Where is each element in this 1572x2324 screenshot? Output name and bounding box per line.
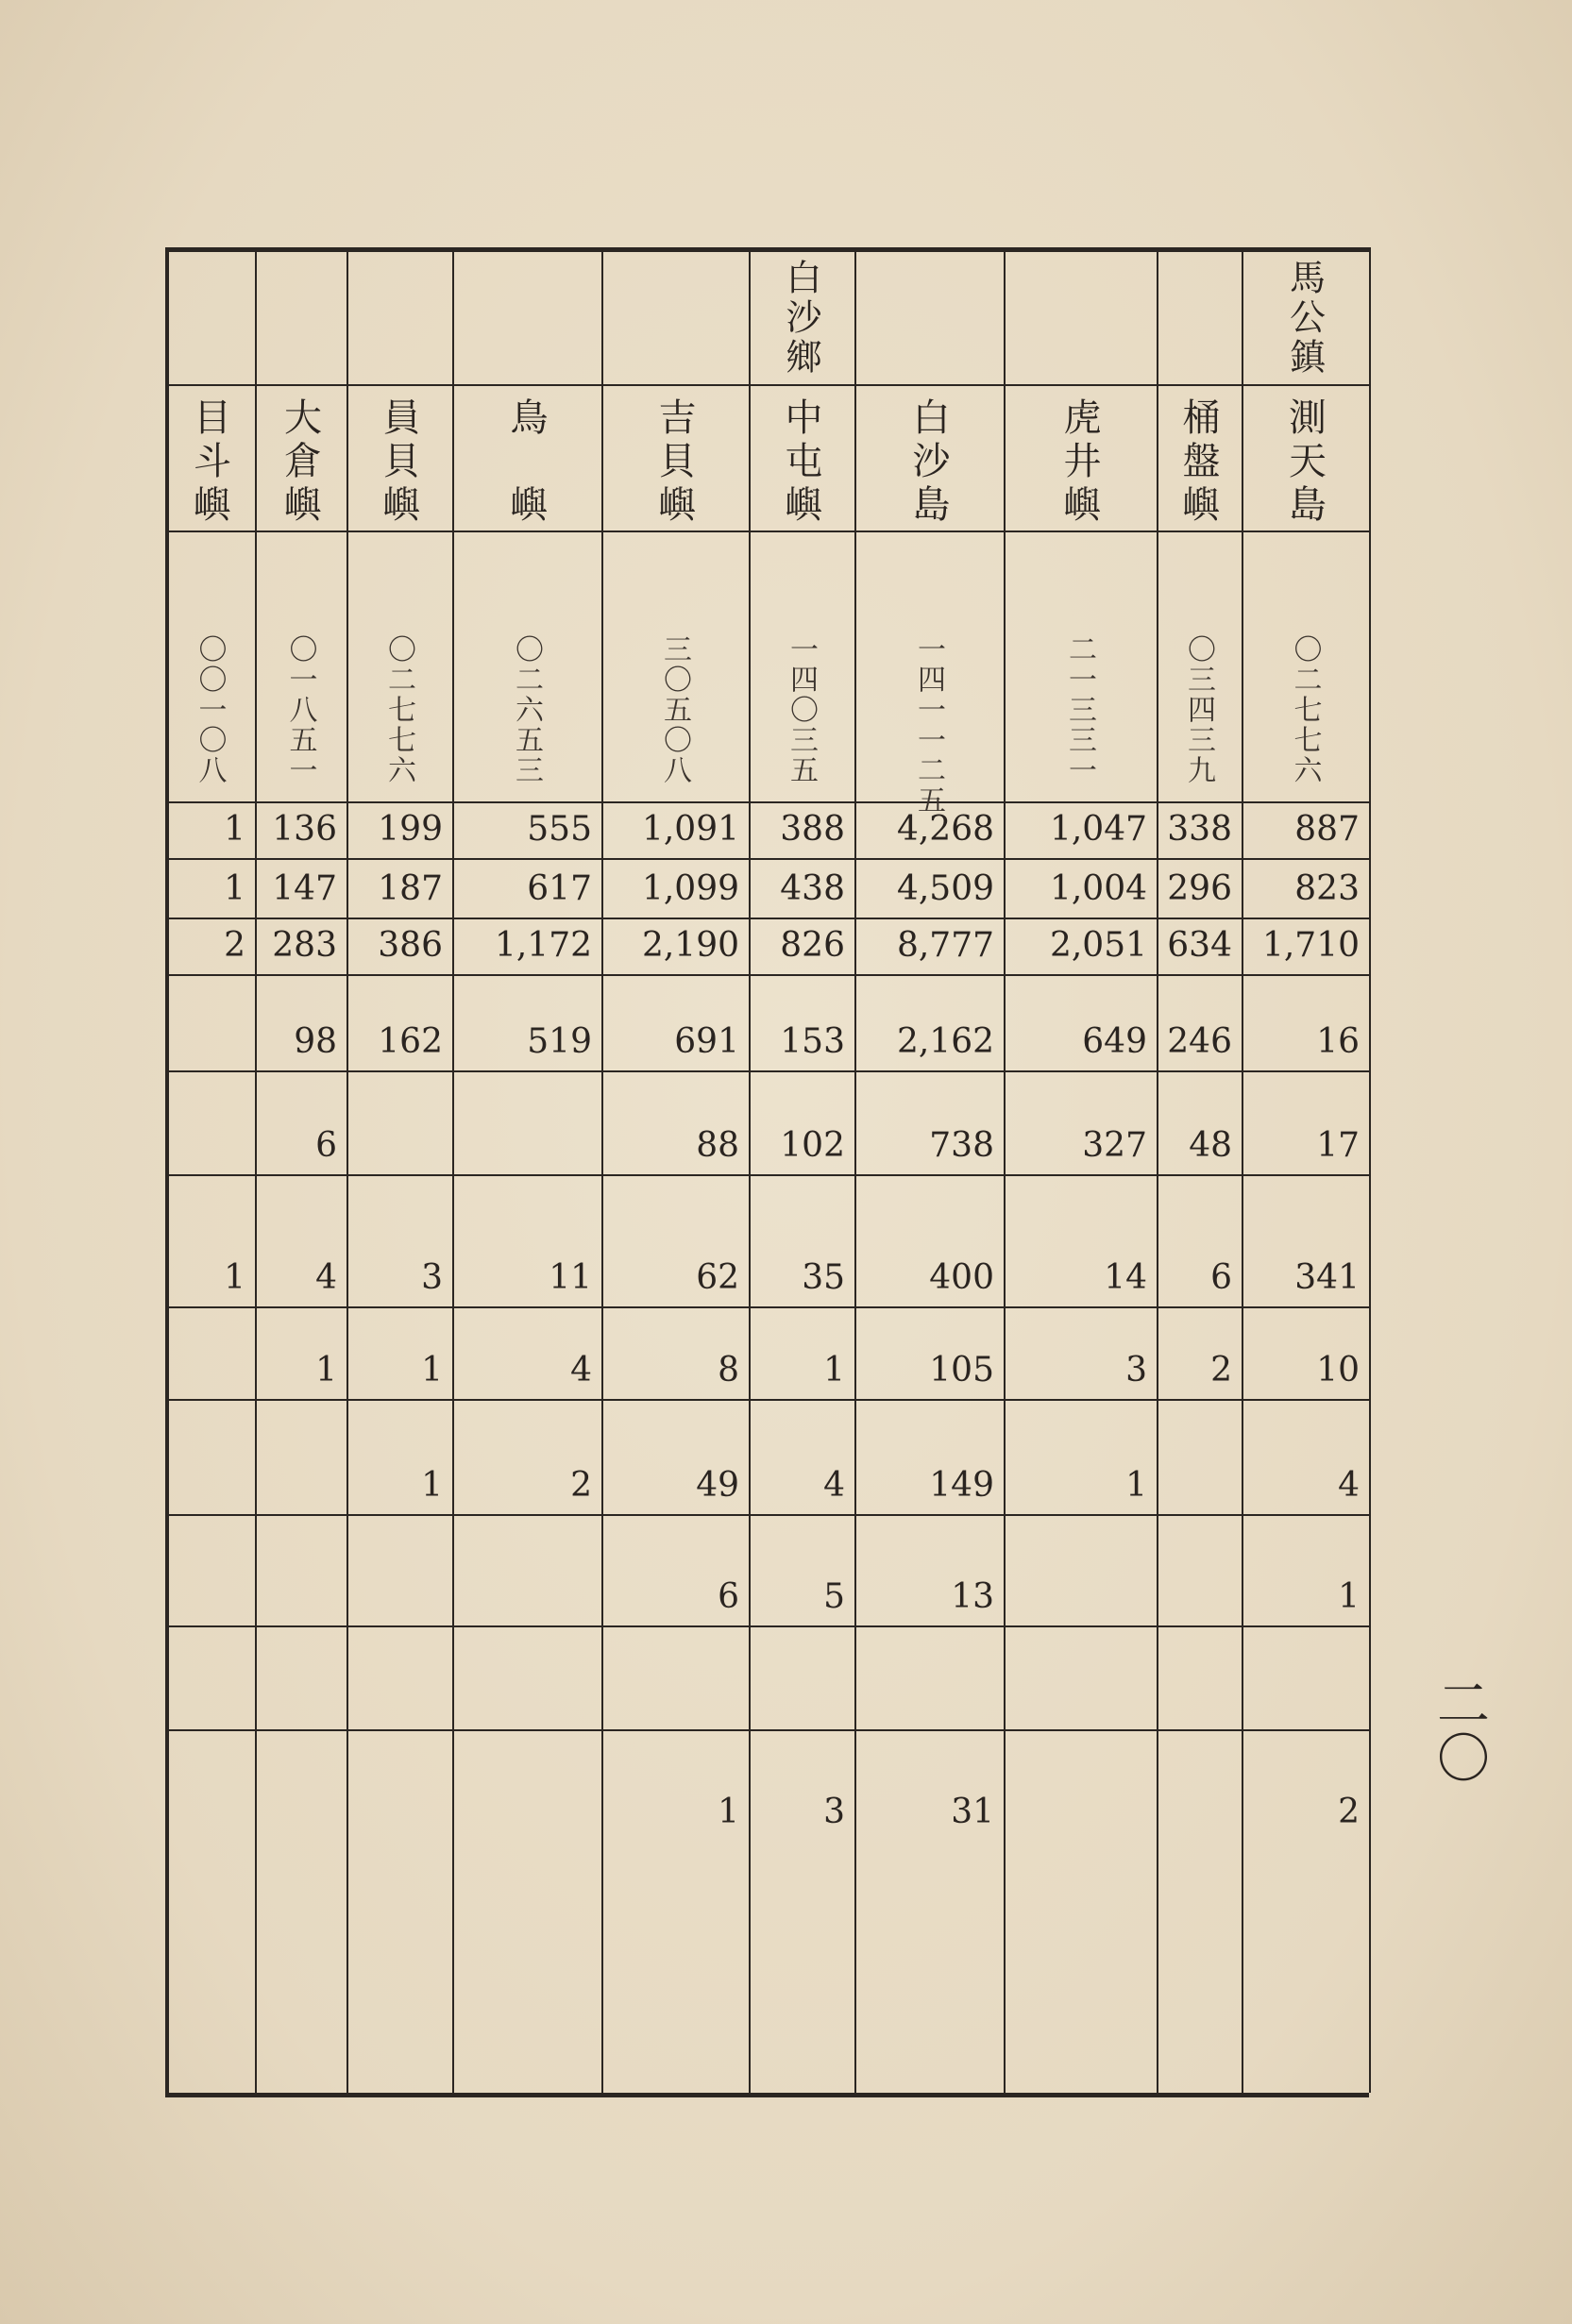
column-code: 一四一一二五	[912, 634, 945, 816]
cell-value: 10	[1316, 1351, 1360, 1389]
column-code: 〇二六五三	[510, 634, 543, 785]
cell-value: 1	[421, 1351, 443, 1389]
cell-value: 2,051	[1049, 926, 1147, 965]
cell-value: 519	[527, 1022, 592, 1061]
cell-value: 147	[272, 869, 337, 908]
cell-value: 1	[224, 810, 245, 849]
column-name: 白沙島	[906, 397, 950, 528]
cell-value: 2	[570, 1466, 592, 1505]
cell-value: 1	[1338, 1577, 1360, 1616]
column-rule	[452, 247, 454, 2093]
cell-value: 8	[718, 1351, 739, 1389]
cell-value: 88	[696, 1126, 739, 1165]
cell-value: 8,777	[896, 926, 994, 965]
cell-value: 3	[823, 1793, 845, 1831]
cell-value: 2	[1210, 1351, 1232, 1389]
cell-value: 738	[929, 1126, 994, 1165]
cell-value: 11	[549, 1258, 592, 1297]
cell-value: 283	[272, 926, 337, 965]
cell-value: 3	[1125, 1351, 1147, 1389]
column-name: 大倉嶼	[278, 397, 322, 528]
town-header: 馬公鎮	[1283, 259, 1326, 378]
cell-value: 1	[1125, 1466, 1147, 1505]
statistics-table	[165, 247, 1393, 2097]
cell-value: 5	[823, 1577, 845, 1616]
column-rule	[1369, 247, 1371, 2093]
cell-value: 199	[378, 810, 443, 849]
cell-value: 617	[527, 869, 592, 908]
page-number: 二〇	[1428, 1676, 1490, 1785]
cell-value: 149	[929, 1466, 994, 1505]
cell-value: 102	[780, 1126, 845, 1165]
column-rule	[255, 247, 257, 2093]
cell-value: 4	[1338, 1466, 1360, 1505]
cell-value: 438	[780, 869, 845, 908]
column-rule	[347, 247, 348, 2093]
cell-value: 1	[224, 1258, 245, 1297]
cell-value: 17	[1316, 1126, 1360, 1165]
cell-value: 1,172	[494, 926, 592, 965]
cell-value: 16	[1316, 1022, 1360, 1061]
cell-value: 136	[272, 810, 337, 849]
cell-value: 6	[315, 1126, 337, 1165]
column-name: 測天島	[1282, 397, 1327, 528]
cell-value: 327	[1082, 1126, 1147, 1165]
cell-value: 31	[951, 1793, 994, 1831]
cell-value: 4,268	[896, 810, 994, 849]
cell-value: 187	[378, 869, 443, 908]
cell-value: 1	[718, 1793, 739, 1831]
cell-value: 4	[823, 1466, 845, 1505]
column-name: 目斗嶼	[187, 397, 231, 528]
column-code: 〇二七七六	[1288, 634, 1322, 785]
cell-value: 49	[696, 1466, 739, 1505]
column-name: 桶盤嶼	[1176, 397, 1220, 528]
cell-value: 887	[1294, 810, 1360, 849]
cell-value: 2,162	[896, 1022, 994, 1061]
cell-value: 14	[1104, 1258, 1147, 1297]
cell-value: 6	[1210, 1258, 1232, 1297]
column-code: 〇一八五一	[283, 634, 317, 785]
column-name: 鳥 嶼	[504, 397, 548, 528]
cell-value: 162	[378, 1022, 443, 1061]
cell-value: 4	[570, 1351, 592, 1389]
cell-value: 1,004	[1049, 869, 1147, 908]
cell-value: 823	[1294, 869, 1360, 908]
town-header: 白沙鄉	[780, 259, 821, 378]
cell-value: 62	[696, 1258, 739, 1297]
column-rule	[1242, 247, 1243, 2093]
cell-value: 634	[1167, 926, 1232, 965]
cell-value: 105	[929, 1351, 994, 1389]
column-name: 中屯嶼	[779, 397, 822, 528]
cell-value: 1	[421, 1466, 443, 1505]
cell-value: 1,710	[1261, 926, 1360, 965]
cell-value: 386	[378, 926, 443, 965]
column-code: 〇二七七六	[382, 634, 415, 785]
cell-value: 246	[1167, 1022, 1232, 1061]
cell-value: 2	[224, 926, 245, 965]
cell-value: 826	[780, 926, 845, 965]
cell-value: 649	[1082, 1022, 1147, 1061]
cell-value: 4,509	[896, 869, 994, 908]
cell-value: 1,099	[641, 869, 739, 908]
cell-value: 1,047	[1049, 810, 1147, 849]
cell-value: 2,190	[641, 926, 739, 965]
column-rule	[165, 247, 169, 2093]
column-name: 吉貝嶼	[652, 397, 696, 528]
column-rule	[1004, 247, 1006, 2093]
cell-value: 48	[1189, 1126, 1232, 1165]
column-code: 〇〇一〇八	[193, 634, 227, 785]
cell-value: 341	[1294, 1258, 1360, 1297]
column-name: 員貝嶼	[377, 397, 420, 528]
column-code: 三〇五〇八	[658, 634, 691, 785]
cell-value: 153	[780, 1022, 845, 1061]
cell-value: 296	[1167, 869, 1232, 908]
column-rule	[749, 247, 751, 2093]
cell-value: 13	[951, 1577, 994, 1616]
column-code: 二一三三一	[1063, 634, 1096, 785]
cell-value: 555	[527, 810, 592, 849]
cell-value: 1	[224, 869, 245, 908]
cell-value: 1	[823, 1351, 845, 1389]
cell-value: 1	[315, 1351, 337, 1389]
cell-value: 4	[315, 1258, 337, 1297]
column-code: 〇三四三九	[1182, 634, 1215, 785]
column-code: 一四〇三五	[785, 634, 818, 785]
table-bottom-rule	[165, 2093, 1369, 2097]
column-name: 虎井嶼	[1057, 397, 1101, 528]
cell-value: 400	[929, 1258, 994, 1297]
column-rule	[1157, 247, 1158, 2093]
cell-value: 2	[1338, 1793, 1360, 1831]
column-rule	[601, 247, 603, 2093]
cell-value: 3	[421, 1258, 443, 1297]
cell-value: 98	[294, 1022, 337, 1061]
column-rule	[854, 247, 856, 2093]
cell-value: 338	[1167, 810, 1232, 849]
cell-value: 691	[674, 1022, 739, 1061]
cell-value: 35	[802, 1258, 845, 1297]
cell-value: 388	[780, 810, 845, 849]
cell-value: 1,091	[641, 810, 739, 849]
cell-value: 6	[718, 1577, 739, 1616]
